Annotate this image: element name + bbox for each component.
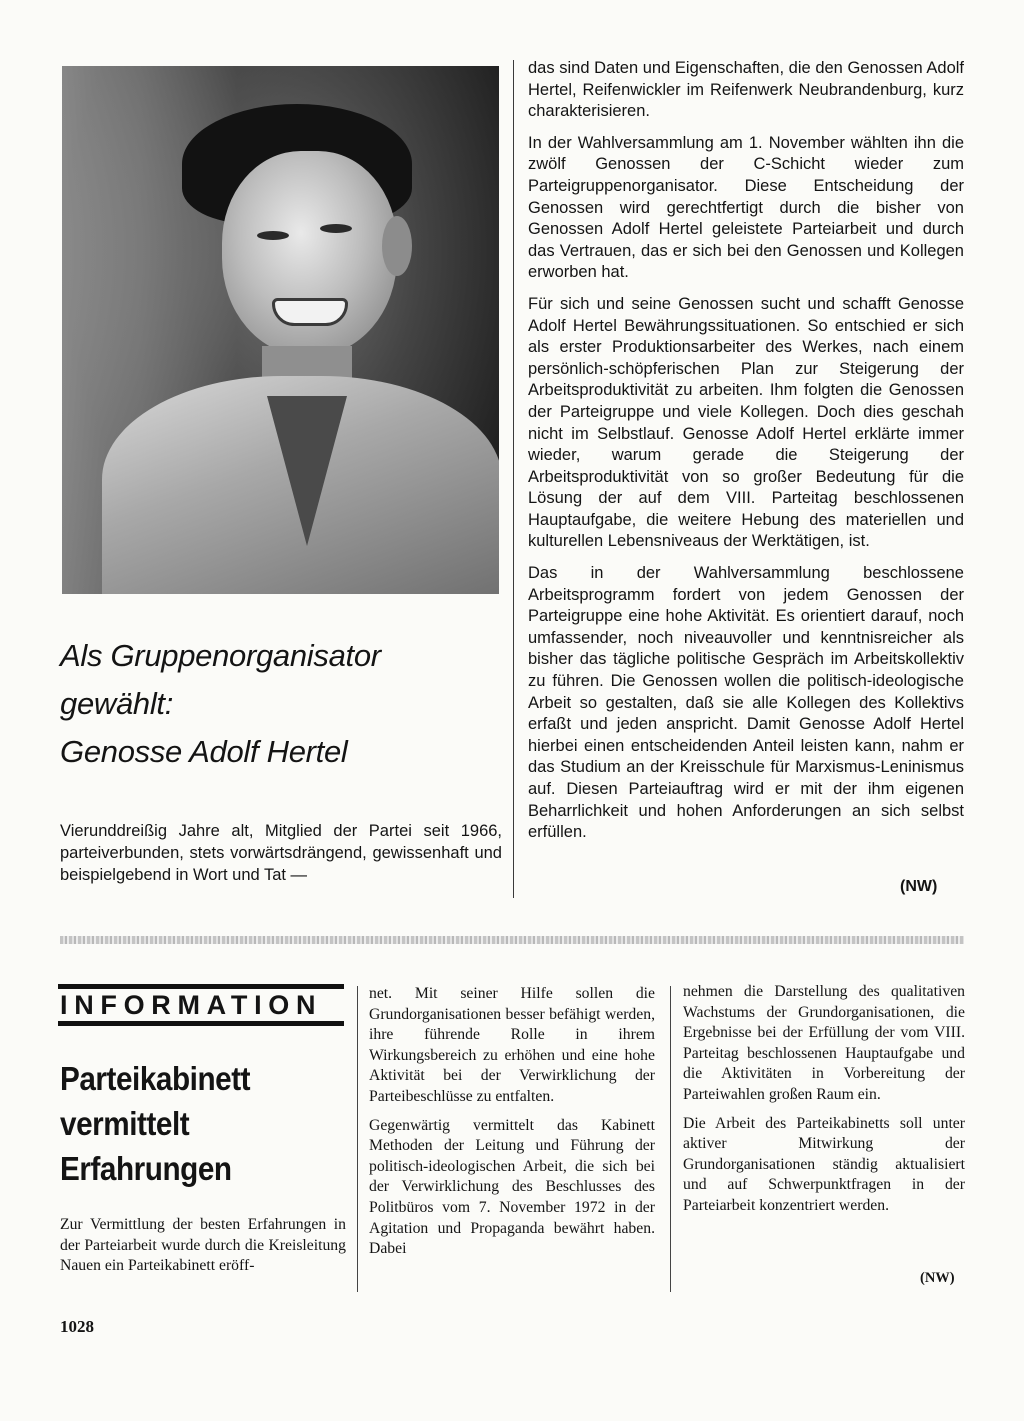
mouth	[272, 298, 348, 326]
information-paragraph: Gegenwärtig vermittelt das Kabinett Methoden der Leitung und Führung der politisch-ideologischen Arbeit, die sich bei der Verwirklichung des Beschlusses des Politbüros vom 7. November 1972 in der Agitation und Propaganda bewährt haben. Dabei	[369, 1116, 655, 1258]
column-divider	[357, 986, 358, 1292]
headline-line-3: Genosse Adolf Hertel	[60, 734, 348, 769]
article-intro: Vierunddreißig Jahre alt, Mitglied der Partei seit 1966, parteiverbunden, stets vorwärtsdrängend, gewissenhaft und beispielgebend in Wort und Tat —	[60, 822, 502, 884]
information-title	[60, 1056, 321, 1191]
portrait-photo	[62, 66, 499, 594]
information-label: INFORMATION	[60, 989, 323, 1020]
article-body	[528, 58, 964, 854]
ear	[382, 216, 412, 276]
article-paragraph: Für sich und seine Genossen sucht und schafft Genosse Adolf Hertel Bewährungssituationen. So entschied er sich als erster Produktionsarbeiter des Werkes, nach einem persönlich-schöpferischen Plan zur Steigerung der Arbeitsproduktivität zu arbeiten. Ihm folgten die Genossen der Parteigruppe und viele Kollegen. Doch dies geschah nicht im Selbstlauf. Genosse Adolf Hertel erklärte immer wieder, warum gerade die Steigerung der Arbeitsproduktivität von so großer Bedeutung für die Lösung der auf dem VIII. Parteitag beschlossenen Hauptaufgabe, die weitere Hebung des materiellen und kulturellen Lebensniveaus der Werktätigen, ist.	[528, 294, 964, 551]
title-line-1: Parteikabinett	[60, 1060, 251, 1097]
page-number: 1028	[60, 1317, 94, 1336]
eye-right	[320, 224, 352, 233]
title-line-2: vermittelt	[60, 1105, 190, 1142]
information-column-2	[369, 984, 655, 1260]
article-headline	[60, 632, 500, 776]
headline-line-2: gewählt:	[60, 686, 174, 721]
article-paragraph: das sind Daten und Eigenschaften, die den Genossen Adolf Hertel, Reifenwickler im Reifenwerk Neubrandenburg, kurz charakterisieren.	[528, 59, 964, 121]
headline-line-1: Als Gruppenorganisator	[60, 638, 381, 673]
information-signature: (NW)	[920, 1270, 955, 1286]
section-divider	[60, 936, 964, 944]
eye-left	[257, 231, 289, 240]
article-signature: (NW)	[900, 878, 938, 895]
information-column-1	[60, 1215, 346, 1277]
information-label-box	[58, 984, 344, 1026]
information-paragraph: nehmen die Darstellung des qualitativen Wachstums der Grundorganisationen, die Ergebnisse bei der Erfüllung der vom VIII. Parteitag beschlossenen Hauptaufgabe und die Aktivitäten in Vorbereitung der Parteiwahlen großen Raum ein.	[683, 983, 965, 1103]
information-paragraph: net. Mit seiner Hilfe sollen die Grundorganisationen besser befähigt werden, ihre führende Rolle in ihrem Wirkungsbereich zu erhöhen und eine hohe Aktivität bei der Verwirklichung der Parteibeschlüsse zu entfalten.	[369, 985, 655, 1105]
information-paragraph: Die Arbeit des Parteikabinetts soll unter aktiver Mitwirkung der Grundorganisationen ständig aktualisiert und auf Schwerpunktfragen in der Parteiarbeit konzentriert werden.	[683, 1114, 965, 1214]
title-line-3: Erfahrungen	[60, 1150, 232, 1187]
column-divider	[513, 60, 514, 898]
article-paragraph: Das in der Wahlversammlung beschlossene Arbeitsprogramm fordert von jedem Genossen der Parteigruppe eine hohe Aktivität. Es orientiert darauf, noch umfassender, noch niveauvoller und kenntnisreicher als bisher das tägliche politische Gespräch im Arbeitskollektiv zu führen. Die Genossen wollen die politisch-ideologische Arbeit so gestalten, daß sie alle Kollegen des Kollektivs erfaßt und jeden anspricht. Damit Genosse Adolf Hertel hierbei einen entscheidenden Anteil leisten kann, nahm er das Studium an der Kreisschule für Marxismus-Leninismus auf. Diesen Parteiauftrag wird er mit der ihm eigenen Beharrlichkeit und hohen Anforderungen an sich selbst erfüllen.	[528, 564, 964, 842]
article-paragraph: In der Wahlversammlung am 1. November wählten ihn die zwölf Genossen der C-Schicht wieder zum Parteigruppenorganisator. Diese Entscheidung der Genossen wird gerechtfertigt durch die bisher von Genossen Adolf Hertel geleistete Parteiarbeit und durch das Vertrauen, das er sich bei den Genossen und Kollegen erworben hat.	[528, 133, 964, 282]
information-column-3	[683, 982, 965, 1217]
column-divider	[670, 986, 671, 1292]
information-paragraph: Zur Vermittlung der besten Erfahrungen in der Parteiarbeit wurde durch die Kreisleitung Nauen ein Parteikabinett eröff-	[60, 1216, 346, 1275]
